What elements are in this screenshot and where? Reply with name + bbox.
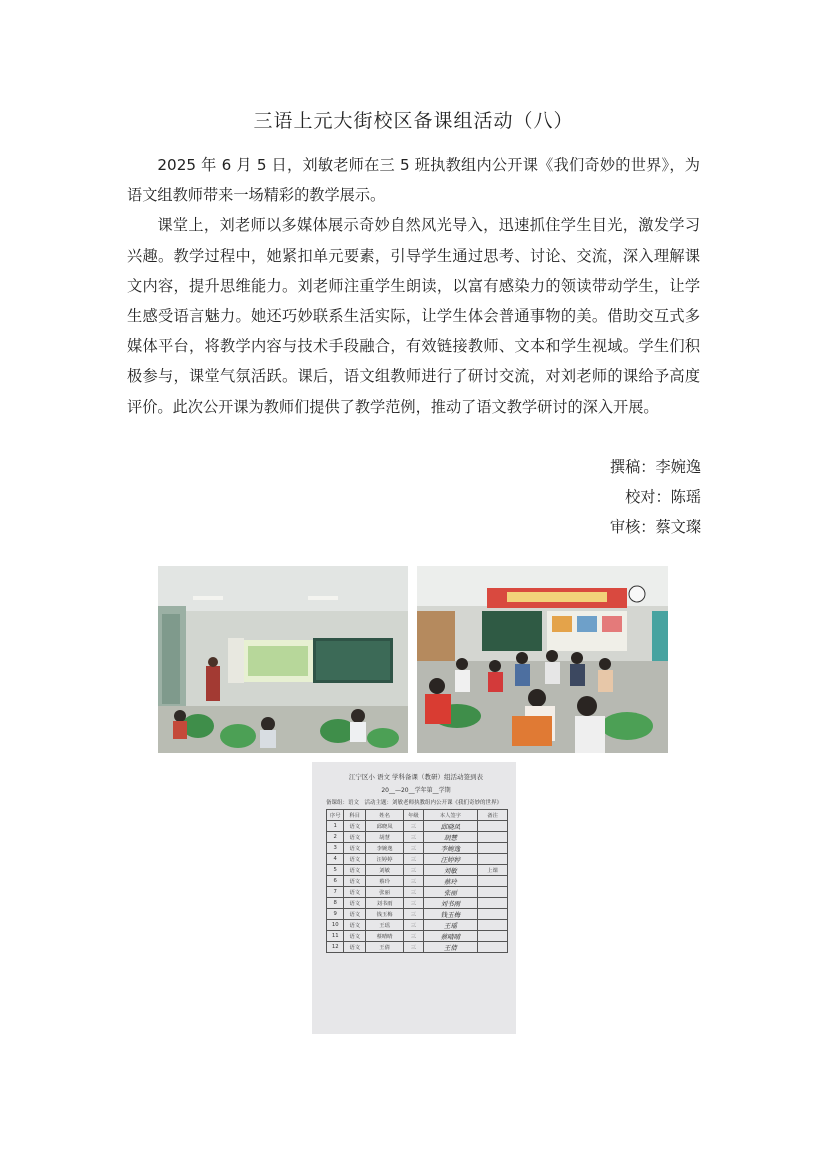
signature-cell: 邱晓凤	[423, 821, 478, 832]
writer-credit: 撰稿：李婉逸	[609, 458, 701, 476]
table-cell: 刘敏	[366, 865, 404, 876]
paragraph: 课堂上，刘老师以多媒体展示奇妙自然风光导入，迅速抓住学生目光，激发学习兴趣。教学过程中，她紧扣单元要素，引导学生通过思考、讨论、交流，深入理解课文内容，提升思维能力。刘老师注重学生朗读，以富有感染力的领读带动学生，让学生感受语言魅力。她还巧妙联系生活实际，让学生体会普通事物的美。借助交互式多媒体平台，将教学内容与技术手段融合，有效链接教师、文本和学生视域。学生们积极参与，课堂气氛活跃。课后，语文组教师进行了研讨交流，对刘老师的课给予高度评价。此次公开课为教师们提供了教学范例，推动了语文教学研讨的深入开展。	[127, 216, 700, 416]
table-cell: 12	[327, 942, 344, 953]
table-cell: 三	[404, 821, 424, 832]
column-header: 姓名	[366, 810, 404, 821]
credits	[610, 452, 701, 543]
signature-cell: 胡慧	[423, 832, 478, 843]
table-cell: 7	[327, 887, 344, 898]
table-cell: 胡慧	[366, 832, 404, 843]
table-cell	[478, 909, 508, 920]
table-cell: 三	[404, 887, 424, 898]
reviewer-credit: 审核：蔡文璨	[609, 518, 701, 537]
table-cell: 三	[404, 854, 424, 865]
signature-cell: 刘书雨	[423, 898, 478, 909]
table-row	[327, 821, 508, 832]
table-cell: 汪婷婷	[366, 854, 404, 865]
table-cell: 1	[327, 821, 344, 832]
signature-cell: 蔡晴晴	[423, 931, 478, 942]
table-cell: 王倩	[366, 942, 404, 953]
paragraph: 2025 年 6 月 5 日，刘敏老师在三 5 班执教组内公开课《我们奇妙的世界》，为语文组教师带来一场精彩的教学展示。	[127, 156, 700, 205]
table-cell: 三	[404, 909, 424, 920]
table-cell: 上课	[478, 865, 508, 876]
table-cell: 8	[327, 898, 344, 909]
table-cell: 语文	[344, 832, 366, 843]
table-cell: 三	[404, 920, 424, 931]
table-cell: 三	[404, 876, 424, 887]
table-row	[327, 876, 508, 887]
table-row	[327, 942, 508, 953]
table-cell: 11	[327, 931, 344, 942]
table-cell: 三	[404, 942, 424, 953]
signature-cell: 钱玉梅	[423, 909, 478, 920]
table-cell: 6	[327, 876, 344, 887]
column-header: 备注	[478, 810, 508, 821]
table-cell	[478, 843, 508, 854]
table-cell: 2	[327, 832, 344, 843]
table-cell: 邱晓凤	[366, 821, 404, 832]
table-row	[327, 843, 508, 854]
sign-in-table	[326, 809, 508, 953]
table-row	[327, 898, 508, 909]
table-cell: 3	[327, 843, 344, 854]
classroom-photo-students	[417, 566, 668, 753]
column-header: 年级	[404, 810, 424, 821]
article-body	[127, 150, 700, 422]
sheet-subheading: 备课组：语文 活动主题：刘敏老师执教组内公开课《我们奇妙的世界》	[326, 800, 503, 806]
column-header: 科目	[344, 810, 366, 821]
table-cell: 语文	[344, 931, 366, 942]
table-cell: 语文	[344, 843, 366, 854]
table-cell: 三	[404, 898, 424, 909]
table-row	[327, 931, 508, 942]
table-cell: 三	[404, 865, 424, 876]
sign-in-sheet	[326, 772, 506, 1022]
table-cell: 李婉逸	[366, 843, 404, 854]
table-cell: 语文	[344, 909, 366, 920]
table-row	[327, 832, 508, 843]
signature-cell: 蔡玲	[423, 876, 478, 887]
table-row	[327, 865, 508, 876]
signature-cell: 王倩	[423, 942, 478, 953]
classroom-photo-teacher	[158, 566, 408, 753]
table-cell: 蔡晴晴	[366, 931, 404, 942]
table-cell: 三	[404, 843, 424, 854]
signature-cell: 王瑶	[423, 920, 478, 931]
sign-in-sheet-photo	[312, 762, 516, 1034]
table-cell	[478, 898, 508, 909]
table-cell: 语文	[344, 887, 366, 898]
table-cell: 语文	[344, 865, 366, 876]
table-cell: 三	[404, 931, 424, 942]
table-header-row	[327, 810, 508, 821]
table-cell: 语文	[344, 854, 366, 865]
table-cell	[478, 876, 508, 887]
table-cell: 刘书雨	[366, 898, 404, 909]
table-row	[327, 887, 508, 898]
sign-in-rows	[327, 821, 508, 953]
table-cell	[478, 832, 508, 843]
table-cell: 王瑶	[366, 920, 404, 931]
table-cell: 钱玉梅	[366, 909, 404, 920]
table-cell: 张丽	[366, 887, 404, 898]
table-cell	[478, 821, 508, 832]
signature-cell: 汪婷婷	[423, 854, 478, 865]
sheet-heading: 江宁区小 语文 学科备课（教研）组活动签到表	[348, 773, 484, 781]
table-cell: 语文	[344, 898, 366, 909]
table-cell: 语文	[344, 920, 366, 931]
signature-cell: 李婉逸	[423, 843, 478, 854]
table-cell: 10	[327, 920, 344, 931]
table-cell	[478, 931, 508, 942]
table-cell	[478, 920, 508, 931]
table-row	[327, 909, 508, 920]
proofreader-credit: 校对：陈瑶	[625, 488, 701, 507]
table-cell: 4	[327, 854, 344, 865]
table-cell	[478, 942, 508, 953]
column-header: 本人签字	[423, 810, 478, 821]
table-cell	[478, 854, 508, 865]
page-title: 三语上元大街校区备课组活动（八）	[253, 110, 574, 132]
table-cell: 9	[327, 909, 344, 920]
column-header: 序号	[327, 810, 344, 821]
table-row	[327, 920, 508, 931]
table-cell	[478, 887, 508, 898]
table-cell: 三	[404, 832, 424, 843]
table-row	[327, 854, 508, 865]
table-cell: 语文	[344, 821, 366, 832]
table-cell: 语文	[344, 942, 366, 953]
sheet-term: 20__—20__学年第__学期	[381, 787, 451, 794]
table-cell: 蔡玲	[366, 876, 404, 887]
signature-cell: 刘敏	[423, 865, 478, 876]
table-cell: 语文	[344, 876, 366, 887]
table-cell: 5	[327, 865, 344, 876]
signature-cell: 张丽	[423, 887, 478, 898]
